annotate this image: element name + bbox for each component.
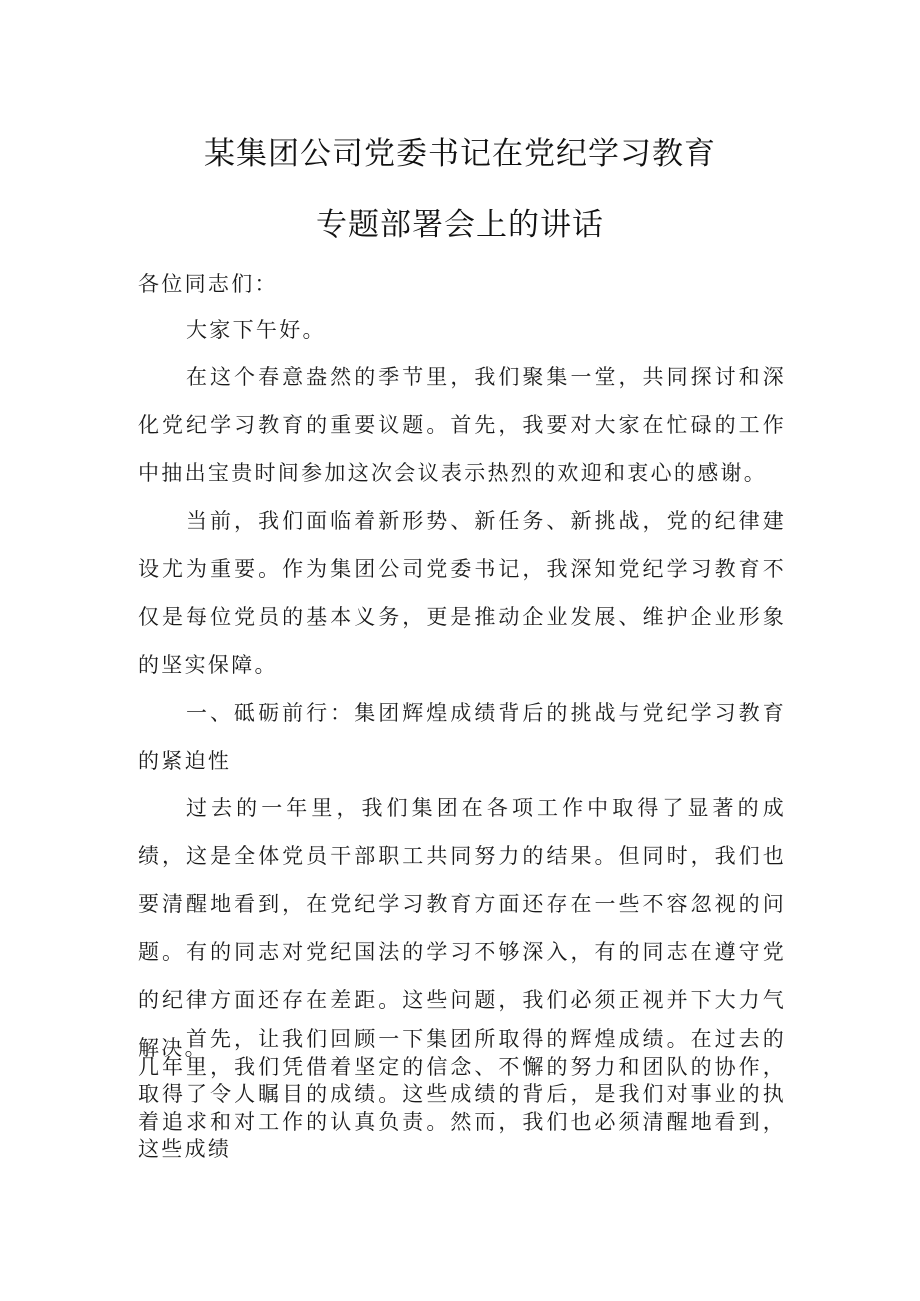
document-title-line-2: 专题部署会上的讲话 (316, 207, 604, 243)
section-heading-1: 一、砥砺前行：集团辉煌成绩背后的挑战与党纪学习教育的紧迫性 (138, 701, 786, 773)
paragraph-past-year: 过去的一年里，我们集团在各项工作中取得了显著的成绩，这是全体党员干部职工共同努力的结果。但同时，我们也要清醒地看到，在党纪学习教育方面还存在一些不容忽视的问题。有的同志对党纪国法的学习不够深入，有的同志在遵守党的纪律方面还存在差距。这些问题，我们必须正视并下大力气解决。 (138, 796, 786, 1060)
paragraph-opening: 大家下午好。 (186, 318, 326, 342)
document-title-line-1: 某集团公司党委书记在党纪学习教育 (204, 136, 716, 172)
paragraph-welcome: 在这个春意盎然的季节里，我们聚集一堂，共同探讨和深化党纪学习教育的重要议题。首先，我要对大家在忙碌的工作中抽出宝贵时间参加这次会议表示热烈的欢迎和衷心的感谢。 (138, 365, 786, 485)
paragraph-review: 首先，让我们回顾一下集团所取得的辉煌成绩。在过去的几年里，我们凭借着坚定的信念、不懈的努力和团队的协作，取得了令人瞩目的成绩。这些成绩的背后，是我们对事业的执着追求和对工作的认真负责。然而，我们也必须清醒地看到，这些成绩 (138, 1027, 786, 1161)
greeting: 各位同志们： (138, 272, 278, 296)
paragraph-current-situation: 当前，我们面临着新形势、新任务、新挑战，党的纪律建设尤为重要。作为集团公司党委书记，我深知党纪学习教育不仅是每位党员的基本义务，更是推动企业发展、维护企业形象的坚实保障。 (138, 509, 786, 677)
